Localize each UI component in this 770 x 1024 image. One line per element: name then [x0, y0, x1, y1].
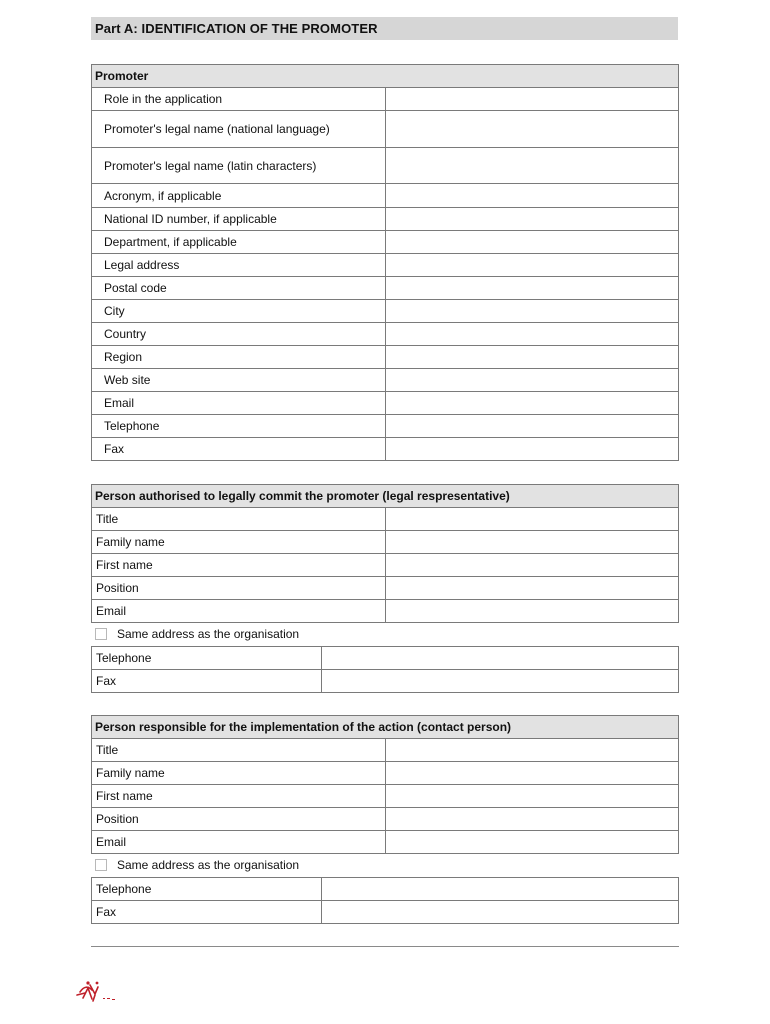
contact-header: Person responsible for the implementation of the action (contact person): [92, 716, 679, 739]
legal-rep-family-name-field[interactable]: [385, 531, 679, 554]
legal-rep-position-label: Position: [92, 577, 386, 600]
contact-email-label: Email: [92, 831, 386, 854]
telephone-label: Telephone: [92, 415, 386, 438]
email-field[interactable]: [385, 392, 679, 415]
legal-rep-telephone-label: Telephone: [92, 647, 322, 670]
contact-email-field[interactable]: [385, 831, 679, 854]
legal-rep-title-field[interactable]: [385, 508, 679, 531]
contact-same-address: [95, 855, 299, 875]
acronym-label: Acronym, if applicable: [92, 184, 386, 208]
promoter-table: [91, 64, 679, 461]
national-id-label: National ID number, if applicable: [92, 208, 386, 231]
legal-rep-same-address-label: Same address as the organisation: [117, 627, 300, 641]
postal-code-label: Postal code: [92, 277, 386, 300]
country-label: Country: [92, 323, 386, 346]
contact-first-name-field[interactable]: [385, 785, 679, 808]
role-label: Role in the application: [92, 88, 386, 111]
contact-fax-label: Fax: [92, 901, 322, 924]
acronym-field[interactable]: [385, 184, 679, 208]
national-id-field[interactable]: [385, 208, 679, 231]
contact-table: [91, 715, 679, 854]
contact-family-name-field[interactable]: [385, 762, 679, 785]
legal-rep-contact-table: [91, 646, 679, 693]
postal-code-field[interactable]: [385, 277, 679, 300]
contact-first-name-label: First name: [92, 785, 386, 808]
legal-rep-fax-field[interactable]: [322, 670, 679, 693]
legal-rep-table: [91, 484, 679, 623]
contact-position-field[interactable]: [385, 808, 679, 831]
region-field[interactable]: [385, 346, 679, 369]
telephone-field[interactable]: [385, 415, 679, 438]
legal-rep-title-label: Title: [92, 508, 386, 531]
legal-name-latin-field[interactable]: [385, 148, 679, 184]
contact-title-label: Title: [92, 739, 386, 762]
website-label: Web site: [92, 369, 386, 392]
city-field[interactable]: [385, 300, 679, 323]
region-label: Region: [92, 346, 386, 369]
legal-name-national-field[interactable]: [385, 111, 679, 148]
contact-fax-field[interactable]: [322, 901, 679, 924]
website-field[interactable]: [385, 369, 679, 392]
contact-same-address-checkbox[interactable]: [95, 859, 107, 871]
contact-phone-table: [91, 877, 679, 924]
contact-title-field[interactable]: [385, 739, 679, 762]
fax-field[interactable]: [385, 438, 679, 461]
footer-divider: [91, 946, 679, 947]
contact-telephone-label: Telephone: [92, 878, 322, 901]
legal-rep-email-field[interactable]: [385, 600, 679, 623]
department-label: Department, if applicable: [92, 231, 386, 254]
country-field[interactable]: [385, 323, 679, 346]
legal-address-label: Legal address: [92, 254, 386, 277]
legal-rep-telephone-field[interactable]: [322, 647, 679, 670]
legal-address-field[interactable]: [385, 254, 679, 277]
promoter-header: Promoter: [92, 65, 679, 88]
legal-rep-same-address: [95, 624, 299, 644]
legal-rep-fax-label: Fax: [92, 670, 322, 693]
city-label: City: [92, 300, 386, 323]
department-field[interactable]: [385, 231, 679, 254]
role-field[interactable]: [385, 88, 679, 111]
part-title: Part A: IDENTIFICATION OF THE PROMOTER: [91, 17, 678, 40]
contact-position-label: Position: [92, 808, 386, 831]
contact-telephone-field[interactable]: [322, 878, 679, 901]
legal-rep-family-name-label: Family name: [92, 531, 386, 554]
legal-name-national-label: Promoter's legal name (national language): [92, 111, 386, 148]
legal-rep-header: Person authorised to legally commit the promoter (legal respresentative): [92, 485, 679, 508]
legal-rep-email-label: Email: [92, 600, 386, 623]
legal-name-latin-label: Promoter's legal name (latin characters): [92, 148, 386, 184]
eu-programme-logo-icon: [74, 978, 120, 1004]
legal-rep-first-name-label: First name: [92, 554, 386, 577]
legal-rep-first-name-field[interactable]: [385, 554, 679, 577]
legal-rep-same-address-checkbox[interactable]: [95, 628, 107, 640]
fax-label: Fax: [92, 438, 386, 461]
contact-same-address-label: Same address as the organisation: [117, 858, 300, 872]
contact-family-name-label: Family name: [92, 762, 386, 785]
legal-rep-position-field[interactable]: [385, 577, 679, 600]
email-label: Email: [92, 392, 386, 415]
